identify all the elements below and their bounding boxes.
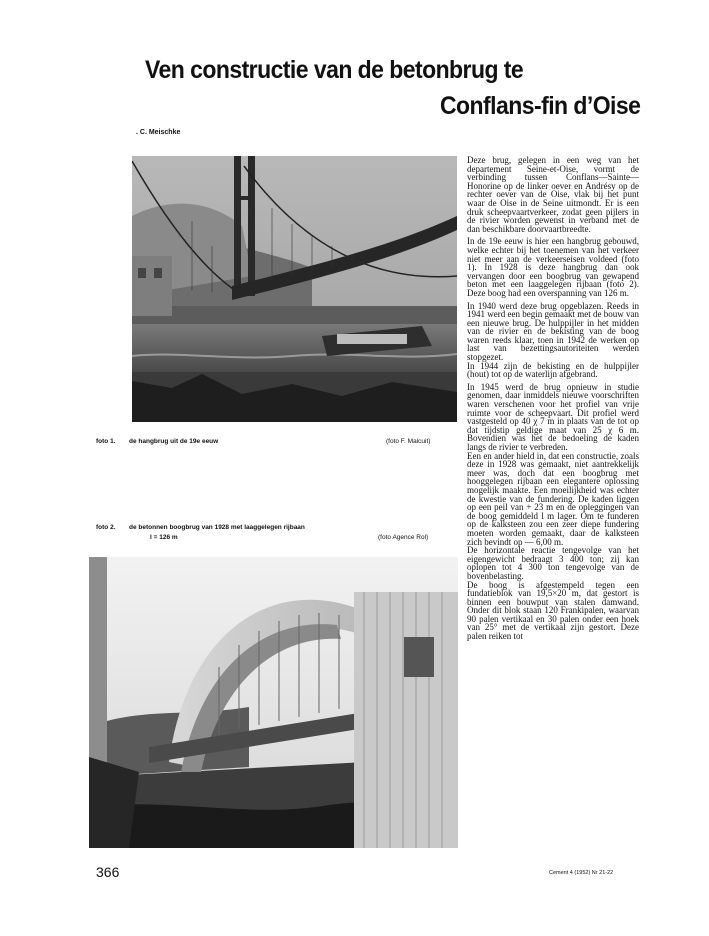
paragraph-8: De boog is afgestempeld tegen een fundatieblok van 19,5×20 m, dat gestort is binnen een bouwput van stalen damwand. Onder dit blok staan 120 Frankipalen, waarvan 90 palen vertikaal en 30 palen onder een hoek van 25° met de vertikaal zijn gestort. Deze palen reiken tot xyxy=(467,579,639,642)
photo-suspension-bridge xyxy=(132,156,457,422)
arch-bridge-image xyxy=(89,557,458,848)
paragraph-6: Een en ander hield in, dat een constructie, zoals deze in 1928 was gemaakt, niet aantrekkelijk meer was, doch dat een boogbrug met hooggelegen rijbaan een elegantere oplossing mogelijk maakte. Een moeilijkheid was echter de kwestie van de fundering. De kaden liggen op een peil van + 23 m en de opleggingen van de boog gemiddeld l m lager. Om te funderen op de kalksteen zou een zeer diepe fundering moeten worden gemaakt, daar de kalksteen zich bevindt op — 6,00 m. xyxy=(467,450,639,547)
author: . C. Meischke xyxy=(136,129,181,136)
figure2-caption-line2: l = 126 m xyxy=(150,534,178,541)
article-title-line1: Ven constructie van de betonbrug te xyxy=(145,56,524,84)
figure2-caption-line1: de betonnen boogbrug van 1928 met laaggelegen rijbaan xyxy=(129,524,305,531)
paragraph-2: In de 19e eeuw is hier een hangbrug gebouwd, welke echter bij het toenemen van het verkeer niet meer aan de verkeerseisen voldeed (foto 1). In 1928 is deze hangbrug dan ook vervangen door een boogbrug van gewapend beton met een laaggelegen rijbaan (foto 2). Deze boog had een overspanning van 126 m. xyxy=(467,236,639,298)
paragraph-7: De horizontale reactie tengevolge van het eigengewicht bedraagt 3 400 ton; zij kan oplopen tot 4 300 ton tengevolge van de bovenbelasting. xyxy=(467,545,639,581)
paragraph-3: In 1940 werd deze brug opgeblazen. Reeds in 1941 werd een begin gemaakt met de bouw van een nieuwe brug. De hulppijler in het midden van de rivier en de bekisting van de boog waren reeds klaar, toen in 1942 de werken op last van bezettingsautoriteiten werden stopgezet. xyxy=(467,300,639,363)
page-number: 366 xyxy=(96,864,120,880)
body-text-column xyxy=(467,156,639,645)
suspension-bridge-image xyxy=(132,156,457,422)
journal-reference: Cement 4 (1952) Nr 21-22 xyxy=(549,870,614,876)
paragraph-4: In 1944 zijn de bekisting en de hulppijler (hout) tot op de waterlijn afgebrand. xyxy=(467,360,639,380)
photo-arch-bridge xyxy=(89,557,458,848)
paragraph-1: Deze brug, gelegen in een weg van het departement Seine-et-Oise, vormt de verbinding tussen Conflans—Sainte—Honorine op de linker oever en Andrésy op de rechter oever van de Oise, vlak bij het punt waar de Oise in de Seine uitmondt. Er is een druk scheepvaartverkeer, zodat geen pijlers in de rivier worden gewenst in verband met de dan beschikbare doorvaartbreedte. xyxy=(467,155,639,234)
figure2-label: foto 2. xyxy=(96,524,116,531)
figure1-label: foto 1. xyxy=(96,438,116,445)
figure2-credit: (foto Agence Rol) xyxy=(378,534,429,541)
paragraph-5: In 1945 werd de brug opnieuw in studie genomen, daar inmiddels nieuwe voorschriften waren verschenen voor het profiel van vrije ruimte voor de scheepvaart. Dit profiel werd vastgesteld op 40 χ 7 m in plaats van de tot op dat tijdstip geldige maat van 25 χ 6 m. Bovendien was het de bedoeling de kaden langs de rivier te verbreden. xyxy=(467,381,639,452)
figure1-credit: (foto F. Malcuit) xyxy=(386,438,431,445)
figure1-caption: de hangbrug uit de 19e eeuw xyxy=(129,438,219,445)
article-title-line2: Conflans-fin d’Oise xyxy=(440,92,641,120)
